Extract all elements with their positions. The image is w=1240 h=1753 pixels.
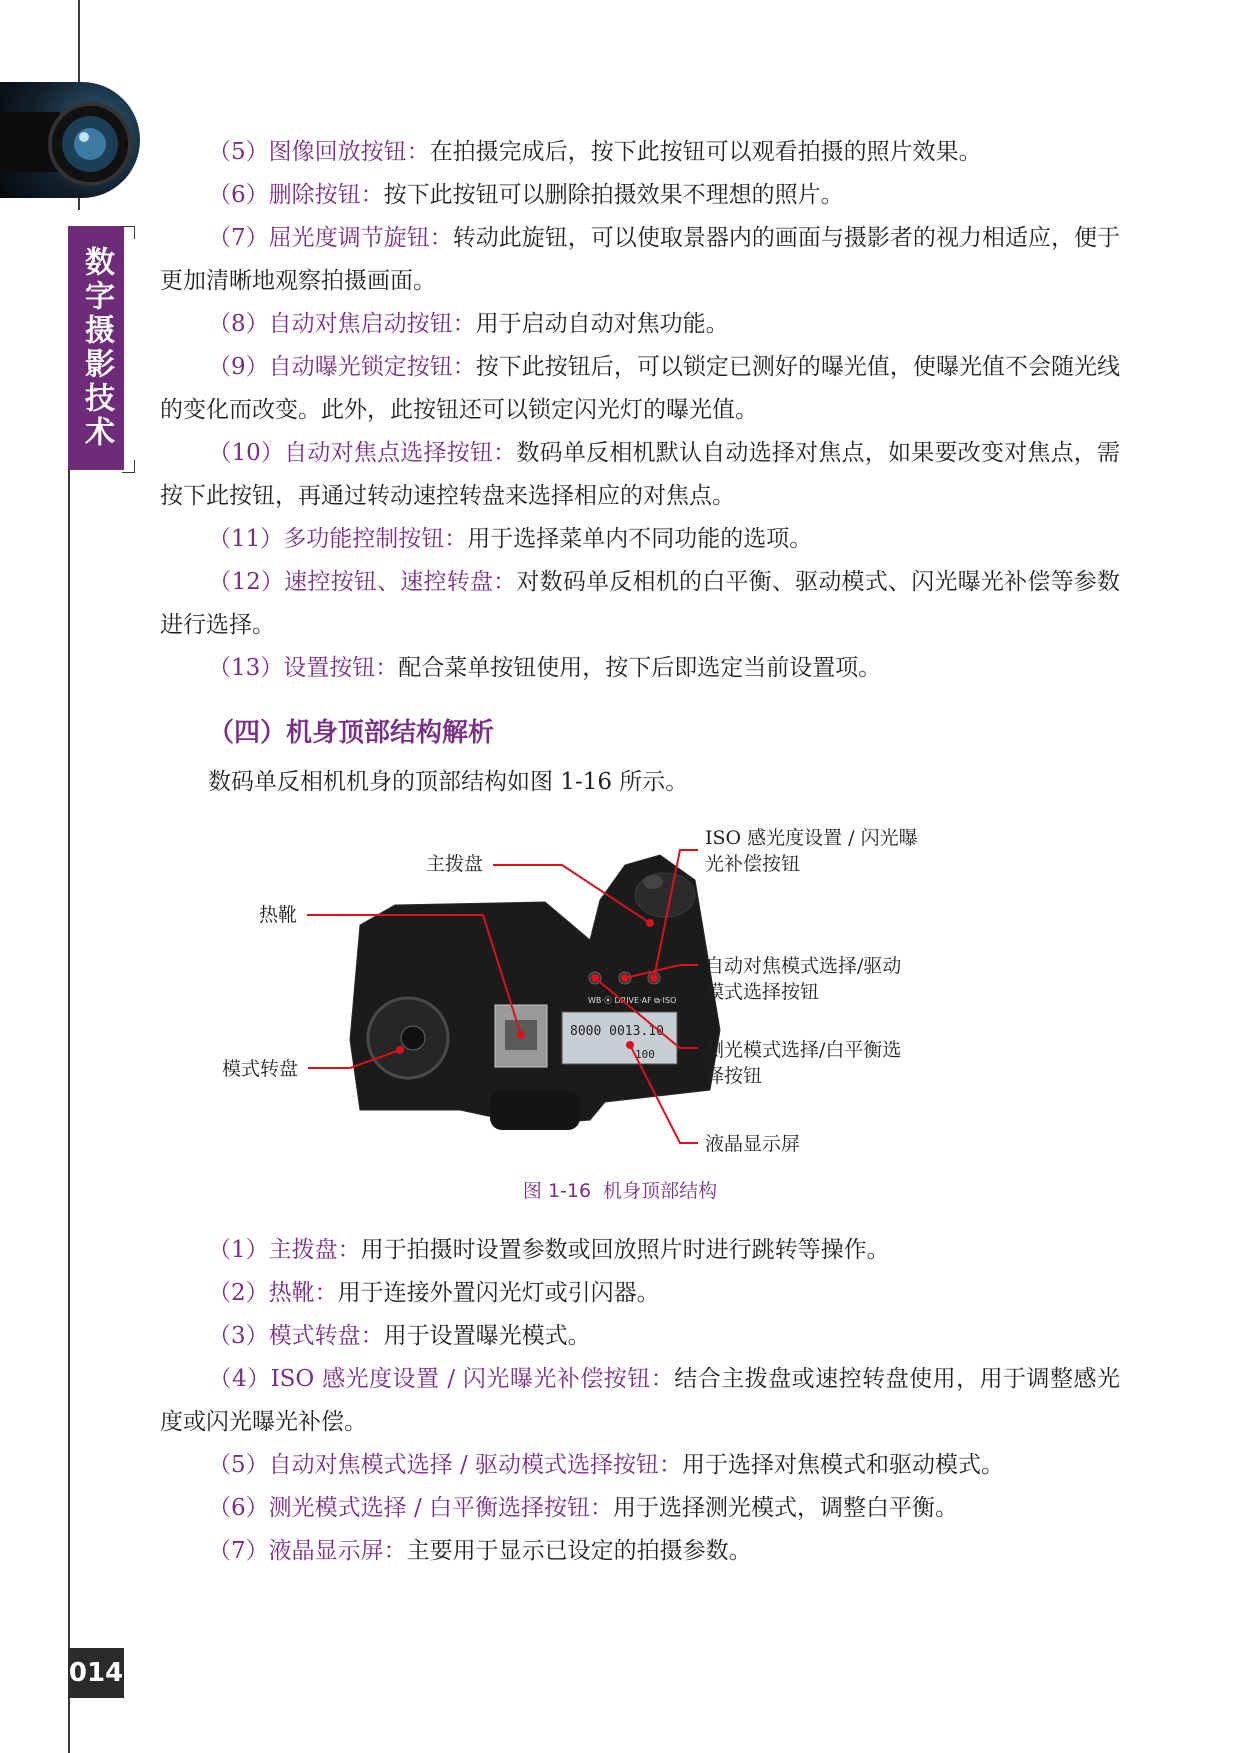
list-item bbox=[160, 1487, 1120, 1530]
margin-rule-bottom bbox=[68, 470, 70, 1753]
list-item bbox=[160, 1272, 1120, 1315]
item-number: （6） bbox=[208, 1495, 269, 1521]
side-tab-title: 数字摄影技术 bbox=[79, 246, 114, 450]
item-number: （5） bbox=[208, 139, 269, 165]
list-item bbox=[160, 174, 1120, 217]
camera-top-diagram bbox=[221, 820, 1030, 1160]
item-term: 自动对焦模式选择 / 驱动模式选择按钮： bbox=[268, 1452, 683, 1478]
eyepiece-shape bbox=[490, 1090, 580, 1130]
item-number: （7） bbox=[208, 225, 269, 251]
list-item bbox=[160, 1530, 1120, 1573]
section-heading: （四）机身顶部结构解析 bbox=[208, 718, 495, 748]
item-term: 图像回放按钮： bbox=[268, 139, 430, 165]
list-item bbox=[160, 346, 1120, 432]
mode-dial-center bbox=[401, 1026, 425, 1050]
label-mode-dial: 模式转盘 bbox=[221, 1058, 298, 1080]
label-hot-shoe: 热靴 bbox=[258, 904, 297, 926]
shutter-button-shape bbox=[643, 875, 663, 889]
label-main-dial: 主拨盘 bbox=[425, 853, 483, 875]
item-text: 用于选择对焦模式和驱动模式。 bbox=[682, 1452, 1005, 1478]
item-text: 用于启动自动对焦功能。 bbox=[475, 311, 729, 337]
intro-paragraph bbox=[160, 761, 1120, 804]
list-item bbox=[160, 1315, 1120, 1358]
item-number: （4） bbox=[208, 1366, 271, 1392]
lcd-digits: 8000 0013.10 bbox=[570, 1024, 664, 1039]
item-text: 用于拍摄时设置参数或回放照片时进行跳转等操作。 bbox=[360, 1237, 890, 1263]
body-top bbox=[160, 131, 1120, 804]
caption-number: 图 1-16 bbox=[522, 1180, 592, 1202]
item-term: 测光模式选择 / 白平衡选择按钮： bbox=[268, 1495, 614, 1521]
item-text: 用于选择测光模式，调整白平衡。 bbox=[613, 1495, 959, 1521]
item-text: 在拍摄完成后，按下此按钮可以观看拍摄的照片效果。 bbox=[429, 139, 982, 165]
item-term: 速控按钮、速控转盘： bbox=[284, 569, 517, 595]
item-text: 转动此旋钮，可以使取景器内的画面与摄影者的视力相适应，便于更加清晰地观察拍摄画面。 bbox=[160, 225, 1121, 294]
item-number: （5） bbox=[208, 1452, 269, 1478]
list-item bbox=[160, 561, 1120, 647]
list-item bbox=[160, 432, 1120, 518]
button-labels: WB·⦿ DRIVE·AF ⧉·ISO bbox=[588, 996, 677, 1005]
item-term: 设置按钮： bbox=[283, 655, 399, 681]
item-text: 按下此按钮后，可以锁定已测好的曝光值，使曝光值不会随光线的变化而改变。此外，此按钮还可以锁定闪光灯的曝光值。 bbox=[160, 354, 1121, 423]
item-term: 液晶显示屏： bbox=[268, 1538, 407, 1564]
body-bottom bbox=[160, 1229, 1120, 1573]
caption-title: 机身顶部结构 bbox=[603, 1180, 718, 1202]
list-item bbox=[160, 131, 1120, 174]
list-item bbox=[160, 647, 1120, 690]
item-text: 用于连接外置闪光灯或引闪器。 bbox=[337, 1280, 660, 1306]
item-term: 多功能控制按钮： bbox=[283, 526, 468, 552]
item-term: ISO 感光度设置 / 闪光曝光补偿按钮： bbox=[270, 1366, 675, 1392]
item-number: （11） bbox=[208, 526, 284, 552]
intro-text: 数码单反相机机身的顶部结构如图 1-16 所示。 bbox=[208, 769, 689, 795]
item-number: （1） bbox=[208, 1237, 269, 1263]
item-term: 自动曝光锁定按钮： bbox=[268, 354, 476, 380]
item-term: 自动对焦点选择按钮： bbox=[284, 440, 517, 466]
bracket-top bbox=[122, 226, 135, 239]
item-number: （9） bbox=[208, 354, 269, 380]
lcd-small-text: 100 bbox=[635, 1048, 655, 1061]
list-item bbox=[160, 217, 1120, 303]
item-term: 自动对焦启动按钮： bbox=[268, 311, 476, 337]
label-af-line1: 自动对焦模式选择/驱动 bbox=[705, 955, 902, 977]
item-text: 用于选择菜单内不同功能的选项。 bbox=[467, 526, 813, 552]
camera-top-figure bbox=[221, 820, 1030, 1160]
item-term: 删除按钮： bbox=[268, 182, 384, 208]
label-lcd: 液晶显示屏 bbox=[705, 1133, 801, 1155]
list-item bbox=[160, 1229, 1120, 1272]
label-af-line2: 模式选择按钮 bbox=[705, 981, 820, 1003]
item-number: （3） bbox=[208, 1323, 269, 1349]
item-number: （8） bbox=[208, 311, 269, 337]
list-item bbox=[160, 303, 1120, 346]
item-number: （12） bbox=[208, 569, 285, 595]
camera-lens-thumbnail bbox=[0, 82, 140, 198]
item-term: 屈光度调节旋钮： bbox=[268, 225, 453, 251]
figure-caption bbox=[0, 1176, 1240, 1203]
item-number: （10） bbox=[208, 440, 285, 466]
chapter-side-tab bbox=[68, 226, 124, 470]
label-meter-line1: 测光模式选择/白平衡选 bbox=[705, 1039, 902, 1061]
page-number: 014 bbox=[68, 1648, 124, 1698]
item-number: （6） bbox=[208, 182, 269, 208]
bracket-bottom bbox=[122, 460, 135, 473]
item-number: （2） bbox=[208, 1280, 269, 1306]
item-text: 主要用于显示已设定的拍摄参数。 bbox=[406, 1538, 752, 1564]
item-text: 用于设置曝光模式。 bbox=[383, 1323, 591, 1349]
item-term: 模式转盘： bbox=[268, 1323, 384, 1349]
item-number: （7） bbox=[208, 1538, 269, 1564]
label-iso-line2: 光补偿按钮 bbox=[705, 853, 801, 875]
label-iso-line1: ISO 感光度设置 / 闪光曝 bbox=[705, 827, 918, 849]
item-term: 主拨盘： bbox=[268, 1237, 361, 1263]
item-text: 配合菜单按钮使用，按下后即选定当前设置项。 bbox=[398, 655, 882, 681]
item-text: 对数码单反相机的白平衡、驱动模式、闪光曝光补偿等参数进行选择。 bbox=[160, 569, 1121, 638]
list-item bbox=[160, 1358, 1120, 1444]
item-text: 按下此按钮可以删除拍摄效果不理想的照片。 bbox=[383, 182, 844, 208]
list-item bbox=[160, 1444, 1120, 1487]
item-text: 数码单反相机默认自动选择对焦点，如果要改变对焦点，需按下此按钮，再通过转动速控转盘来选择相应的对焦点。 bbox=[160, 440, 1121, 509]
label-meter-line2: 择按钮 bbox=[705, 1065, 763, 1087]
item-number: （13） bbox=[208, 655, 284, 681]
item-term: 热靴： bbox=[268, 1280, 338, 1306]
list-item bbox=[160, 518, 1120, 561]
item-text: 结合主拨盘或速控转盘使用，用于调整感光度或闪光曝光补偿。 bbox=[160, 1366, 1121, 1435]
